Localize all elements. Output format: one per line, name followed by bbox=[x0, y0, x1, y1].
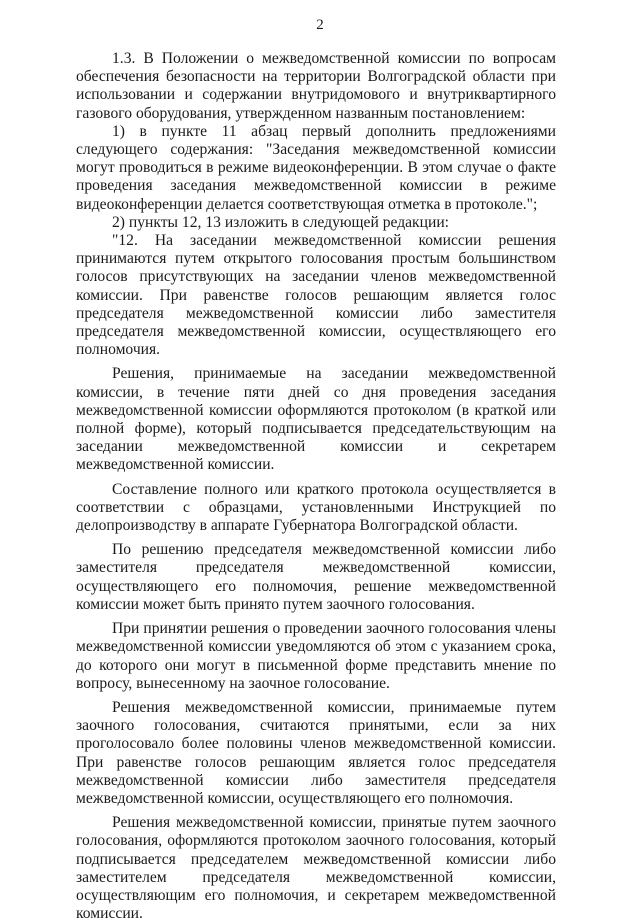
paragraph-absentee-protocol: Решения межведомственной комиссии, принятые путем заочного голосования, оформляются протоколом заочного голосования, который подписывается председателем межведомственной комиссии либо заместителем председателя межведомственной комиссии, осуществляющим его полномочия, и секретарем межведомственной комиссии. bbox=[76, 814, 556, 923]
paragraph-absentee-notice: При принятии решения о проведении заочного голосования члены межведомственной комиссии уведомляются об этом с указанием срока, до которого они могут в письменной форме представить мнение по вопросу, вынесенному на заочное голосование. bbox=[76, 620, 556, 692]
paragraph-subitem-1: 1) в пункте 11 абзац первый дополнить предложениями следующего содержания: "Заседания межведомственной комиссии могут проводиться в режиме видеоконференции. В этом случае о факте проведения заседания межведомственной комиссии в режиме видеоконференции делается соответствующая отметка в протоколе."; bbox=[76, 122, 556, 213]
document-body bbox=[76, 50, 556, 923]
paragraph-protocol-drafting: Составление полного или краткого протокола осуществляется в соответствии с образцами, установленными Инструкцией по делопроизводству в аппарате Губернатора Волгоградской области. bbox=[76, 480, 556, 535]
paragraph-subitem-2: 2) пункты 12, 13 изложить в следующей редакции: bbox=[112, 213, 450, 231]
paragraph-absentee-decisions: Решения межведомственной комиссии, принимаемые путем заочного голосования, считаются принятыми, если за них проголосовало более половины членов межведомственной комиссии. При равенстве голосов решающим является голос председателя межведомственной комиссии либо заместителя председателя межведомственной комиссии, осуществляющего его полномочия. bbox=[76, 698, 556, 807]
paragraph-absentee-voting: По решению председателя межведомственной комиссии либо заместителя председателя межведомственной комиссии, осуществляющего его полномочия, решение межведомственной комиссии может быть принято путем заочного голосования. bbox=[76, 541, 556, 613]
page-number: 2 bbox=[316, 17, 324, 33]
paragraph-decisions-protocol: Решения, принимаемые на заседании межведомственной комиссии, в течение пяти дней со дня проведения заседания межведомственной комиссии оформляются протоколом (в краткой или полной форме), который подписывается председательствующим на заседании межведомственной комиссии и секретарем межведомственной комиссии. bbox=[76, 365, 556, 474]
paragraph-clause-12: "12. На заседании межведомственной комиссии решения принимаются путем открытого голосования простым большинством голосов присутствующих на заседании членов межведомственной комиссии. При равенстве голосов решающим является голос председателя межведомственной комиссии либо заместителя председателя межведомственной комиссии, осуществляющего его полномочия. bbox=[76, 232, 556, 359]
paragraph-1-3: 1.3. В Положении о межведомственной комиссии по вопросам обеспечения безопасности на территории Волгоградской области при использовании и содержании внутридомового и внутриквартирного газового оборудования, утвержденном названным постановлением: bbox=[76, 50, 556, 122]
